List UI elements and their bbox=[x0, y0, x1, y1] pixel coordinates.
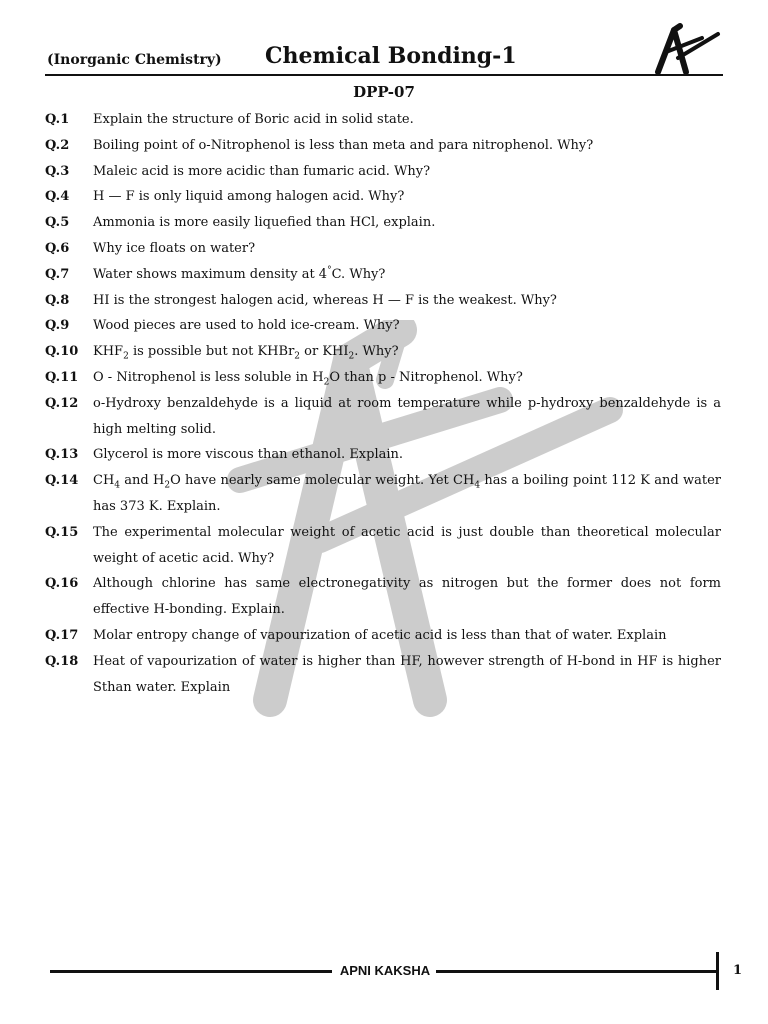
question-item bbox=[45, 339, 721, 365]
question-number: Q.12 bbox=[45, 395, 79, 411]
question-text bbox=[93, 571, 721, 623]
dpp-number: DPP-07 bbox=[353, 83, 415, 101]
question-text bbox=[93, 184, 721, 210]
text-segment: is possible but not KHBr bbox=[128, 344, 295, 360]
question-item bbox=[45, 210, 721, 236]
question-list bbox=[45, 107, 721, 700]
degree-superscript: ° bbox=[327, 265, 332, 276]
question-text bbox=[93, 468, 721, 520]
question-number: Q.18 bbox=[45, 653, 79, 669]
text-segment: Although chlorine has same electronegativity as nitrogen but the former does not form effective H-bonding. Explain. bbox=[93, 576, 721, 618]
question-number: Q.6 bbox=[45, 240, 70, 256]
text-segment: O than p - Nitrophenol. Why? bbox=[329, 369, 523, 385]
text-segment: The experimental molecular weight of acetic acid is just double than theoretical molecular weight of acetic acid. Why? bbox=[93, 524, 721, 566]
text-segment: CH bbox=[93, 473, 115, 489]
question-text bbox=[93, 107, 721, 133]
subscript: 4 bbox=[114, 480, 121, 491]
text-segment: Molar entropy change of vapourization of acetic acid is less than that of water. Explain bbox=[93, 627, 667, 643]
text-segment: Water shows maximum density at 4 bbox=[93, 266, 328, 282]
question-number: Q.3 bbox=[45, 163, 70, 179]
apni-kaksha-logo-icon bbox=[652, 22, 724, 76]
question-item bbox=[45, 520, 721, 572]
question-item bbox=[45, 571, 721, 623]
question-item bbox=[45, 262, 721, 288]
subscript: 2 bbox=[323, 377, 330, 388]
question-text bbox=[93, 365, 721, 391]
text-segment: has a boiling point 112 K and water has 373 K. Explain. bbox=[93, 473, 722, 514]
question-item bbox=[45, 623, 721, 649]
text-segment: HI is the strongest halogen acid, whereas H — F is the weakest. Why? bbox=[93, 292, 557, 308]
question-item bbox=[45, 107, 721, 133]
footer-divider bbox=[716, 952, 719, 990]
text-segment: . Why? bbox=[354, 344, 399, 360]
question-number: Q.11 bbox=[45, 369, 79, 385]
question-number: Q.5 bbox=[45, 215, 70, 231]
text-segment: KHF bbox=[93, 344, 124, 360]
question-item bbox=[45, 159, 721, 185]
question-text bbox=[93, 288, 721, 314]
text-segment: or KHI bbox=[300, 344, 349, 360]
question-text bbox=[93, 339, 721, 365]
question-text bbox=[93, 442, 721, 468]
question-text bbox=[93, 391, 721, 443]
question-text bbox=[93, 210, 721, 236]
text-segment: Maleic acid is more acidic than fumaric acid. Why? bbox=[93, 163, 431, 179]
page-title: Chemical Bonding-1 bbox=[265, 43, 517, 69]
question-number: Q.9 bbox=[45, 318, 70, 334]
text-segment: Boiling point of o-Nitrophenol is less than meta and para nitrophenol. Why? bbox=[93, 137, 594, 153]
question-text bbox=[93, 623, 721, 649]
question-number: Q.1 bbox=[45, 112, 70, 127]
question-item bbox=[45, 288, 721, 314]
question-number: Q.17 bbox=[45, 627, 79, 643]
question-number: Q.7 bbox=[45, 266, 70, 282]
question-text bbox=[93, 520, 721, 572]
question-text bbox=[93, 236, 721, 262]
question-number: Q.15 bbox=[45, 524, 79, 540]
text-segment: Heat of vapourization of water is higher than HF, however strength of H-bond in HF is higher Sthan water. Explain bbox=[93, 653, 721, 695]
question-item bbox=[45, 468, 721, 520]
page-number: 1 bbox=[733, 963, 743, 978]
text-segment: Glycerol is more viscous than ethanol. Explain. bbox=[93, 447, 404, 463]
text-segment: C. Why? bbox=[331, 266, 386, 282]
text-segment: Wood pieces are used to hold ice-cream. Why? bbox=[93, 318, 400, 334]
header-rule bbox=[45, 74, 723, 76]
subject-label: (Inorganic Chemistry) bbox=[47, 52, 222, 68]
question-item bbox=[45, 313, 721, 339]
text-segment: H — F is only liquid among halogen acid. Why? bbox=[93, 189, 405, 205]
question-number: Q.16 bbox=[45, 576, 79, 592]
subscript: 2 bbox=[123, 351, 129, 362]
question-number: Q.14 bbox=[45, 473, 79, 489]
subscript: 2 bbox=[294, 351, 301, 362]
text-segment: O have nearly same molecular weight. Yet CH bbox=[170, 473, 475, 489]
question-item bbox=[45, 649, 721, 701]
text-segment: and H bbox=[120, 473, 165, 489]
question-item bbox=[45, 236, 721, 262]
footer-rule-right bbox=[436, 970, 718, 973]
text-segment: Why ice floats on water? bbox=[93, 240, 256, 256]
question-item bbox=[45, 391, 721, 443]
text-segment: o-Hydroxy benzaldehyde is a liquid at room temperature while p-hydroxy benzaldehyde is a high melting solid. bbox=[93, 395, 721, 437]
question-item bbox=[45, 184, 721, 210]
subscript: 2 bbox=[348, 351, 355, 362]
question-number: Q.2 bbox=[45, 137, 70, 153]
question-number: Q.13 bbox=[45, 447, 79, 463]
question-number: Q.4 bbox=[45, 189, 70, 205]
text-segment: Explain the structure of Boric acid in solid state. bbox=[93, 112, 414, 127]
question-text bbox=[93, 649, 721, 701]
question-number: Q.10 bbox=[45, 344, 79, 360]
subscript: 4 bbox=[474, 480, 481, 491]
subscript: 2 bbox=[164, 480, 171, 491]
text-segment: O - Nitrophenol is less soluble in H bbox=[93, 369, 324, 385]
text-segment: Ammonia is more easily liquefied than HCl, explain. bbox=[93, 215, 436, 231]
question-item bbox=[45, 442, 721, 468]
question-text bbox=[93, 262, 721, 288]
footer-brand: APNI KAKSHA bbox=[339, 963, 431, 978]
question-text bbox=[93, 159, 721, 185]
question-item bbox=[45, 365, 721, 391]
question-text bbox=[93, 133, 721, 159]
question-number: Q.8 bbox=[45, 292, 70, 308]
footer-rule-left bbox=[50, 970, 332, 973]
question-item bbox=[45, 133, 721, 159]
question-text bbox=[93, 313, 721, 339]
